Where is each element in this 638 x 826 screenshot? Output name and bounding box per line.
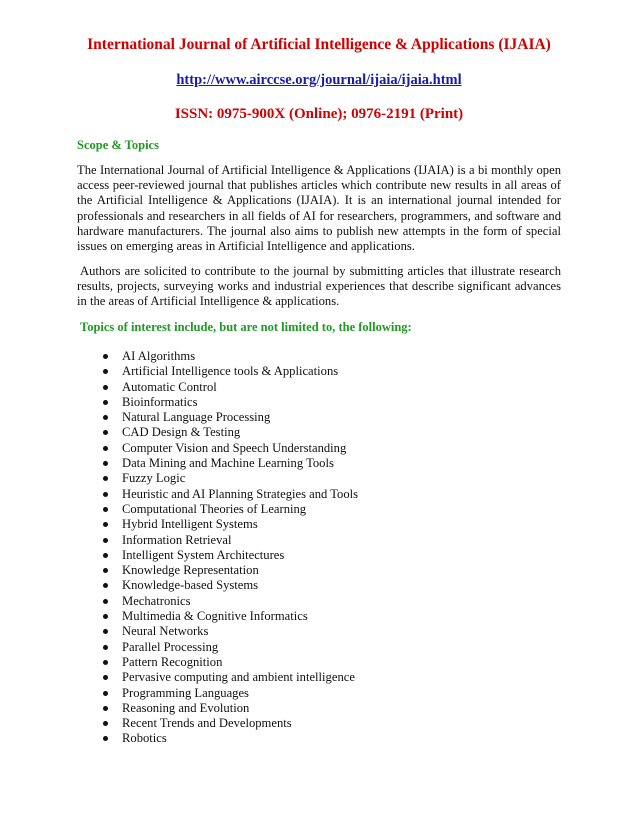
scope-paragraph-2: Authors are solicited to contribute to the journal by submitting articles that illustrate research results, projects, surveying works and industrial experiences that describe significant advances in the areas of Artificial Intelligence & applications.: [77, 264, 561, 309]
bullet-icon: [103, 721, 108, 726]
topic-label: AI Algorithms: [122, 349, 196, 363]
bullet-icon: [103, 645, 108, 650]
bullet-icon: [103, 385, 108, 390]
bullet-icon: [103, 691, 108, 696]
bullet-icon: [103, 354, 108, 359]
topic-label: Programming Languages: [122, 685, 249, 700]
topic-label: Data Mining and Machine Learning Tools: [122, 456, 334, 471]
topic-label: Neural Networks: [122, 624, 209, 639]
bullet-icon: [103, 461, 108, 466]
topic-label: Computer Vision and Speech Understanding: [122, 440, 347, 455]
scope-paragraph-1: The International Journal of Artificial Intelligence & Applications (IJAIA) is a bi monthly open access peer-reviewed journal that publishes articles which contribute new results in all areas of the Artificial Intelligence & Applications (IJAIA). It is an international journal intended for professionals and researchers in all fields of AI for researchers, programmers, and software and hardware manufacturers. The journal also aims to publish new attempts in the form of special issues on emerging areas in Artificial Intelligence and applications.: [77, 163, 561, 254]
journal-url-link[interactable]: http://www.airccse.org/journal/ijaia/ijaia.html: [176, 72, 462, 88]
bullet-icon: [103, 736, 108, 741]
topic-label: Pervasive computing and ambient intelligence: [122, 670, 355, 685]
bullet-icon: [103, 599, 108, 604]
topic-label: Reasoning and Evolution: [122, 700, 250, 715]
topic-label: Multimedia & Cognitive Informatics: [122, 609, 308, 624]
topic-label: Parallel Processing: [122, 639, 219, 654]
bullet-icon: [103, 446, 108, 451]
bullet-icon: [103, 568, 108, 573]
bullet-icon: [103, 706, 108, 711]
issn-line: ISSN: 0975-900X (Online); 0976-2191 (Print): [174, 106, 464, 122]
bullet-icon: [103, 430, 108, 435]
topic-label: Robotics: [122, 731, 167, 746]
topic-label: Automatic Control: [122, 379, 217, 394]
topic-label: Bioinformatics: [122, 394, 198, 409]
topic-label: CAD Design & Testing: [122, 425, 241, 440]
bullet-icon: [103, 553, 108, 558]
topic-label: Knowledge Representation: [122, 563, 259, 578]
topic-label: Recent Trends and Developments: [122, 716, 292, 731]
bullet-icon: [103, 522, 108, 527]
bullet-icon: [103, 583, 108, 588]
topic-label: Information Retrieval: [122, 532, 232, 547]
bullet-icon: [103, 675, 108, 680]
bullet-icon: [103, 415, 108, 420]
scope-heading: Scope & Topics: [77, 138, 159, 152]
topic-label: Pattern Recognition: [122, 654, 223, 669]
bullet-icon: [103, 492, 108, 497]
bullet-icon: [103, 507, 108, 512]
topic-label: Fuzzy Logic: [122, 471, 186, 486]
topic-label: Mechatronics: [122, 593, 191, 608]
topics-heading: Topics of interest include, but are not limited to, the following:: [80, 320, 412, 334]
topic-label: Heuristic and AI Planning Strategies and Tools: [122, 486, 359, 501]
topic-label: Computational Theories of Learning: [122, 501, 307, 516]
bullet-icon: [103, 660, 108, 665]
bullet-icon: [103, 614, 108, 619]
bullet-icon: [103, 629, 108, 634]
topic-label: Natural Language Processing: [122, 410, 271, 425]
bullet-icon: [103, 369, 108, 374]
bullet-icon: [103, 476, 108, 481]
topic-label: Knowledge-based Systems: [122, 578, 259, 593]
journal-title: International Journal of Artificial Intelligence & Applications (IJAIA): [87, 36, 551, 53]
bullet-icon: [103, 400, 108, 405]
topic-label: Intelligent System Architectures: [122, 547, 285, 562]
topic-label: Artificial Intelligence tools & Applications: [122, 364, 339, 379]
bullet-icon: [103, 538, 108, 543]
topic-label: Hybrid Intelligent Systems: [122, 517, 258, 532]
